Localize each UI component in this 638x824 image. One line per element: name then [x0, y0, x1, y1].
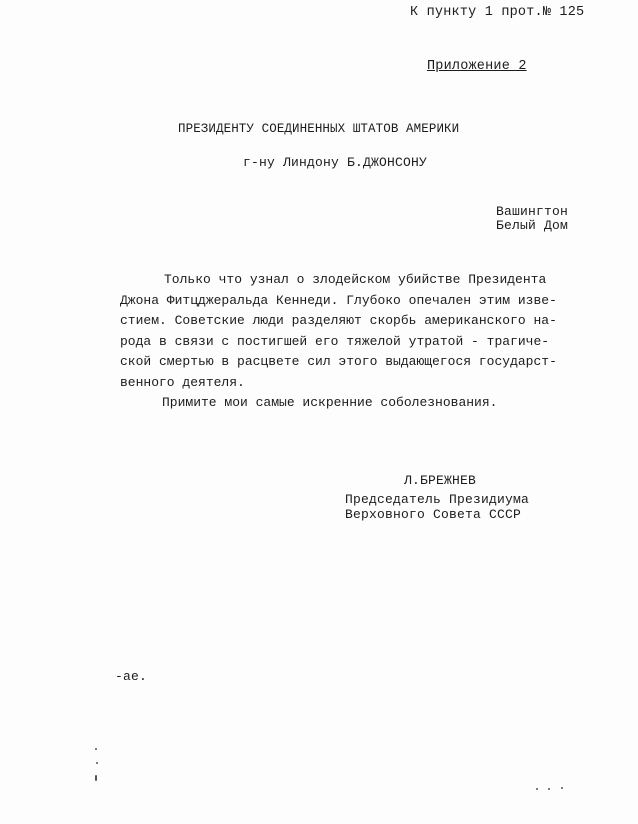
signer-title [345, 492, 529, 522]
location-city: Вашингтон [496, 204, 569, 219]
scan-speck [95, 775, 97, 781]
protocol-reference: К пункту 1 прот.№ 125 [410, 5, 585, 20]
body-line: венного деятеля. [120, 374, 245, 390]
signer-title-line: Председатель Президиума [345, 492, 530, 507]
body-line: ской смертью в расцвете сил этого выдающегося государст- [120, 354, 557, 369]
scan-speck [95, 748, 97, 750]
location-building: Белый Дом [496, 218, 569, 233]
scan-speck [96, 762, 98, 764]
body-line: стием. Советские люди разделяют скорбь американского на- [120, 313, 557, 328]
appendix-label: Приложение 2 [427, 59, 527, 74]
addressee-title: ПРЕЗИДЕНТУ СОЕДИНЕННЫХ ШТАТОВ АМЕРИКИ [178, 122, 460, 136]
scan-speck [561, 787, 563, 789]
scan-speck [548, 788, 550, 790]
scan-speck [536, 788, 538, 790]
addressee-name: г-ну Линдону Б.ДЖОНСОНУ [243, 155, 428, 170]
signer-title-line: Верховного Совета СССР [345, 507, 522, 522]
body-line: Только что узнал о злодейском убийстве Президента [164, 272, 547, 287]
closing-line: Примите мои самые искренние соболезнования. [162, 395, 498, 410]
typist-initials: -ае. [115, 669, 148, 684]
letter-body [120, 270, 600, 414]
body-line: рода в связи с постигшей его тяжелой утратой - трагиче- [120, 333, 550, 349]
body-line: Джона Фитцджеральда Кеннеди. Глубоко опечален этим изве- [120, 292, 557, 308]
signer-name: Л.БРЕЖНЕВ [404, 473, 477, 488]
location-block [496, 205, 568, 233]
